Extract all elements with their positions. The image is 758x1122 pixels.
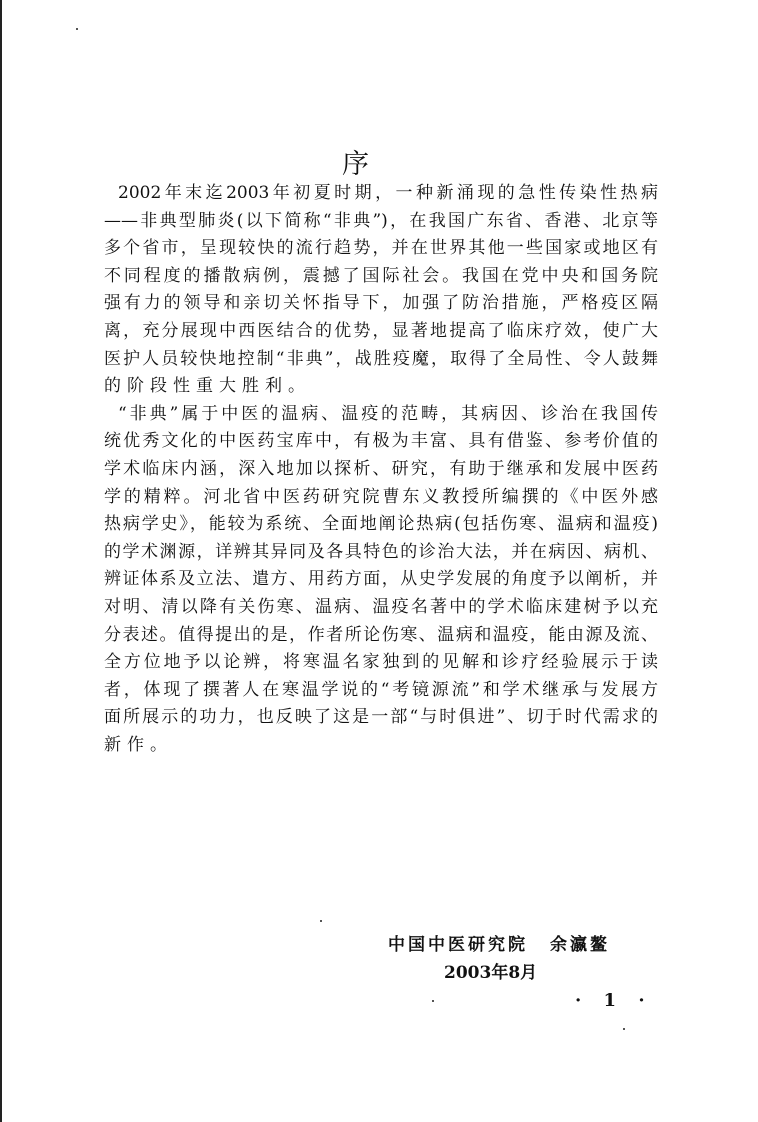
text-line: 统优秀文化的中医药宝库中，有极为丰富、具有借鉴、参考价值的 — [104, 431, 658, 452]
scan-speck — [320, 920, 322, 922]
scan-speck — [76, 28, 78, 30]
text-line: 的学术渊源，详辨其异同及各具特色的诊治大法，并在病因、病机、 — [104, 541, 658, 562]
text-line: 全方位地予以论辨，将寒温名家独到的见解和诊疗经验展示于读 — [104, 652, 658, 673]
text-line: 学术临床内涵，深入地加以探析、研究，有助于继承和发展中医药 — [104, 458, 658, 479]
signature — [388, 930, 610, 955]
text-line: 不同程度的播散病例，震撼了国际社会。我国在党中央和国务院 — [104, 265, 658, 286]
text-line: 离，充分展现中西医结合的优势，显著地提高了临床疗效，使广大 — [104, 320, 658, 341]
text-line: 的阶段性重大胜利。 — [104, 376, 311, 397]
preface-body — [104, 180, 658, 759]
text-line: “非典”属于中医的温病、温疫的范畴，其病因、诊治在我国传 — [118, 403, 658, 424]
text-line: 对明、清以降有关伤寒、温病、温疫名著中的学术临床建树予以充 — [104, 596, 658, 617]
text-line: 分表述。值得提出的是，作者所论伤寒、温病和温疫，能由源及流、 — [104, 624, 658, 645]
text-line: ——非典型肺炎(以下简称“非典”)，在我国广东省、香港、北京等 — [104, 210, 658, 231]
text-line: 多个省市，呈现较快的流行趋势，并在世界其他一些国家或地区有 — [104, 238, 658, 259]
page-number: · 1 · — [575, 990, 653, 1011]
text-line: 强有力的领导和亲切关怀指导下，加强了防治措施，严格疫区隔 — [104, 293, 658, 314]
signature-institution: 中国中医研究院 — [388, 935, 528, 955]
scan-speck — [432, 1000, 434, 1002]
text-line: 学的精粹。河北省中医药研究院曹东义教授所编撰的《中医外感 — [104, 486, 658, 507]
text-line: 辨证体系及立法、遣方、用药方面，从史学发展的角度予以阐析，并 — [104, 569, 658, 590]
text-line: 2002年末迄2003年初夏时期，一种新涌现的急性传染性热病 — [118, 183, 658, 203]
signature-date: 2003年8月 — [444, 963, 538, 983]
text-line: 者，体现了撰著人在寒温学说的“考镜源流”和学术继承与发展方 — [104, 679, 658, 700]
page-title: 序 — [342, 149, 369, 180]
text-line: 热病学史》，能较为系统、全面地阐论热病(包括伤寒、温病和温疫) — [104, 514, 658, 535]
scan-speck — [623, 1028, 625, 1030]
text-line: 新作。 — [104, 734, 173, 755]
signature-author: 余瀛鳌 — [550, 935, 610, 955]
text-line: 医护人员较快地控制“非典”，战胜疫魔，取得了全局性、令人鼓舞 — [104, 348, 658, 369]
text-line: 面所展示的功力，也反映了这是一部“与时俱进”、切于时代需求的 — [104, 707, 658, 728]
page-edge — [0, 0, 2, 1122]
